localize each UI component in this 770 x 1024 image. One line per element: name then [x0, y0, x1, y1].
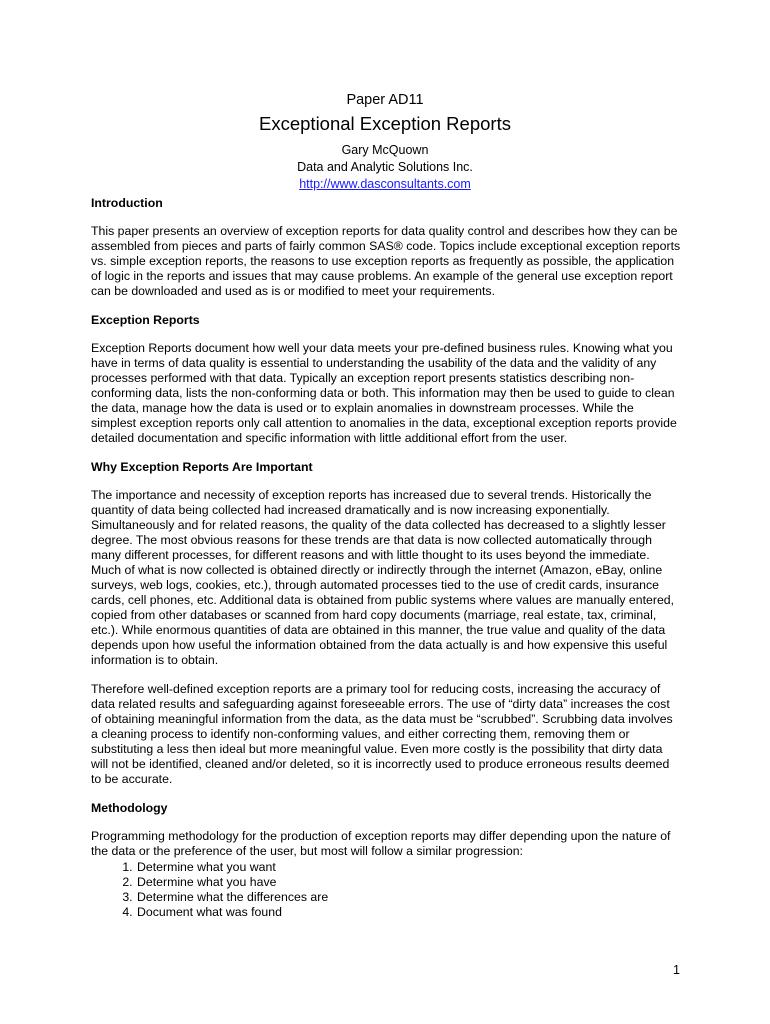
- list-item: 3. Determine what the differences are: [136, 890, 681, 905]
- list-item: 4. Document what was found: [136, 905, 681, 920]
- section-heading-why-important: Why Exception Reports Are Important: [91, 460, 313, 474]
- paper-id: Paper AD11: [346, 92, 424, 108]
- methodology-steps-list: [91, 860, 681, 920]
- section-heading-exception-reports: Exception Reports: [91, 313, 200, 327]
- why-important-paragraph-1: The importance and necessity of exception reports has increased due to several trends. Historically the quantity of data being collected had increased dramatically and is now increasing exponentially. Simultaneously and for related reasons, the quality of the data collected has decreased to a slightly lesser degree. The most obvious reasons for these trends are that data is now collected automatically through many different processes, for different reasons and with little thought to its uses beyond the immediate. Much of what is now collected is obtained directly or indirectly through the internet (Amazon, eBay, online surveys, web logs, cookies, etc.), through automated processes tied to the use of credit cards, insurance cards, cell phones, etc. Additional data is obtained from public systems where values are manually entered, copied from other databases or scanned from hard copy documents (marriage, real estate, tax, criminal, etc.). While enormous quantities of data are obtained in this manner, the true value and quality of the data depends upon how useful the information obtained from the data actually is and how expensive this useful information is to obtain.: [91, 488, 675, 667]
- exception-reports-paragraph: Exception Reports document how well your data meets your pre-defined business rules. Knowing what you have in terms of data quality is essential to understanding the usability of the data and the validity of any processes performed with that data. Typically an exception report presents statistics describing non-conforming data, lists the non-conforming data or both. This information may then be used to guide to clean the data, manage how the data is used or to explain anomalies in downstream processes. While the simplest exception reports only call attention to anomalies in the data, exceptional exception reports provide detailed documentation and specific information with little additional effort from the user.: [91, 341, 677, 445]
- why-important-paragraph-2: Therefore well-defined exception reports are a primary tool for reducing costs, increasing the accuracy of data related results and safeguarding against foreseeable errors. The use of “dirty data” increases the cost of obtaining meaningful information from the data, as the data must be “scrubbed”. Scrubbing data involves a cleaning process to identify non-conforming values, and either correcting them, removing them or substituting a less then ideal but more meaningful value. Even more costly is the possibility that dirty data will not be identified, cleaned and/or deleted, so it is incorrectly used to produce erroneous results deemed to be accurate.: [91, 682, 673, 786]
- section-heading-introduction: Introduction: [91, 196, 163, 210]
- author-organization: Data and Analytic Solutions Inc.: [297, 159, 473, 174]
- introduction-paragraph: This paper presents an overview of exception reports for data quality control and describes how they can be assembled from pieces and parts of fairly common SAS® code. Topics include exceptional exception reports vs. simple exception reports, the reasons to use exception reports as frequently as possible, the application of logic in the reports and issues that may cause problems. An example of the general use exception report can be downloaded and used as is or modified to meet your requirements.: [91, 224, 681, 298]
- author-name: Gary McQuown: [341, 143, 429, 157]
- paper-body: [91, 196, 681, 920]
- section-heading-methodology: Methodology: [91, 801, 168, 815]
- paper-header: [0, 91, 770, 193]
- list-item: 2. Determine what you have: [136, 875, 681, 890]
- page-number: 1: [673, 963, 680, 977]
- methodology-paragraph: Programming methodology for the production of exception reports may differ depending upon the nature of the data or the preference of the user, but most will follow a similar progression:: [91, 829, 671, 858]
- list-item: 1. Determine what you want: [136, 860, 681, 875]
- organization-url-link[interactable]: http://www.dasconsultants.com: [299, 177, 471, 191]
- paper-title: Exceptional Exception Reports: [259, 113, 511, 134]
